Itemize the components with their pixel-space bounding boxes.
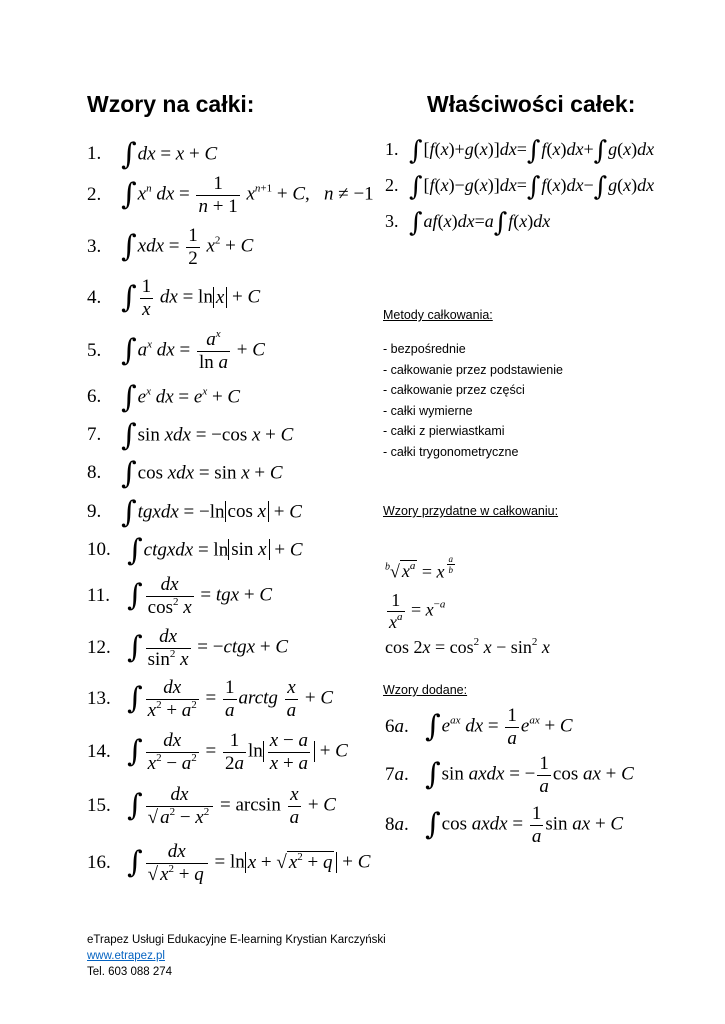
added-formula-8a: 8a. ∫cos axdx = $\frac{1}{a}$ sin ax + C: [385, 803, 624, 847]
useful-formula-inverse: $\frac{1}{x^a}$ = $x^{-a}$: [389, 590, 446, 632]
formula-4: 4. ∫ $\frac{1}{x}$ dx = ln x + C: [87, 276, 261, 320]
footer-company: eTrapez Usługi Edukacyjne E-learning Krystian Karczyński: [87, 934, 386, 946]
formula-7: 7. ∫sin xdx = −cos x + C: [87, 418, 294, 453]
footer-link[interactable]: www.etrapez.pl: [87, 950, 165, 962]
list-item: - całki z pierwiastkami: [383, 424, 505, 438]
formula-8: 8. ∫cos xdx = sin x + C: [87, 456, 283, 491]
formula-3: 3. ∫xdx = $\frac{1}{2}$ $x^2 + C$: [87, 225, 254, 269]
formula-11: 11. ∫ $\frac{dx}{\cos^2 x}$ = tgx + C: [87, 574, 272, 618]
footer: [87, 932, 386, 980]
methods-list: [383, 339, 563, 462]
title-formulas: Wzory na całki:: [87, 91, 255, 117]
formula-12: 12. ∫ $\frac{dx}{\sin^2 x}$ = −ctgx + C: [87, 626, 289, 670]
list-item: - całki wymierne: [383, 403, 473, 418]
list-item: - całkowanie przez części: [383, 383, 525, 397]
list-item: - całki trygonometryczne: [383, 444, 519, 459]
formula-15: 15. ∫ $\frac{dx}{√ a^2 - x^2}$ = arcsin $\frac{x}{a}$ + C: [87, 784, 336, 828]
useful-formula-root: $^b$√ $x^a = x$ $^{\frac{a}{b}}$: [385, 554, 454, 582]
formula-13: 13. ∫ $\frac{dx}{x^2 + a^2}$ = $\frac{1}{a}$ arctg $\frac{x}{a}$ + C: [87, 677, 334, 721]
formula-9: 9. ∫tgxdx = −ln cos x + C: [87, 495, 302, 530]
added-formula-7a: 7a. ∫sin axdx = − $\frac{1}{a}$ cos ax + C: [385, 753, 634, 797]
formula-5: 5. $\int a^x$ dx = $\frac{a^x}{\text{ln a}}$ + C: [87, 328, 265, 373]
property-1: 1. ∫[f(x)+g(x)]dx=∫f(x)dx+∫g(x)dx: [385, 136, 655, 166]
property-2: 2. ∫[f(x)−g(x)]dx=∫f(x)dx−∫g(x)dx: [385, 172, 655, 202]
formula-2: 2. $\int x^n$ dx = $\frac{1}{n + 1}$ $x^{n+1} + C$, n ≠ −1: [87, 173, 374, 217]
useful-heading: Wzory przydatne w całkowaniu:: [383, 504, 559, 518]
formula-10: 10. ∫ctgxdx = ln sin x + C: [87, 533, 303, 568]
useful-formula-cos2x: $\cos 2x = \cos^2 x - \sin^2 x$: [385, 636, 550, 657]
formula-14: 14. ∫ $\frac{dx}{x^2 - a^2}$ = $\frac{1}{2a}$ ln $\frac{x - a}{x + a}$ + C: [87, 730, 348, 774]
formula-16: 16. ∫ $\frac{dx}{√ x^2 + q}$ = ln x + √ $x^2 + q + C$: [87, 841, 371, 885]
formula-6: 6. $\int e^x$ dx = $e^x + C$: [87, 380, 241, 415]
list-item: - całkowanie przez podstawienie: [383, 362, 563, 377]
footer-phone: Tel. 603 088 274: [87, 966, 173, 978]
added-formula-6a: 6a. $\int e^{ax}$ dx = $\frac{1}{a}$ $e^{ax} + C$: [385, 705, 573, 749]
methods-heading: Metody całkowania:: [383, 308, 493, 322]
property-3: 3. ∫af(x)dx=a∫f(x)dx: [385, 208, 551, 238]
formula-1: 1. ∫dx = x + C: [87, 137, 218, 172]
title-properties: Właściwości całek:: [427, 91, 636, 117]
added-heading: Wzory dodane:: [383, 683, 468, 697]
list-item: - bezpośrednie: [383, 342, 466, 356]
